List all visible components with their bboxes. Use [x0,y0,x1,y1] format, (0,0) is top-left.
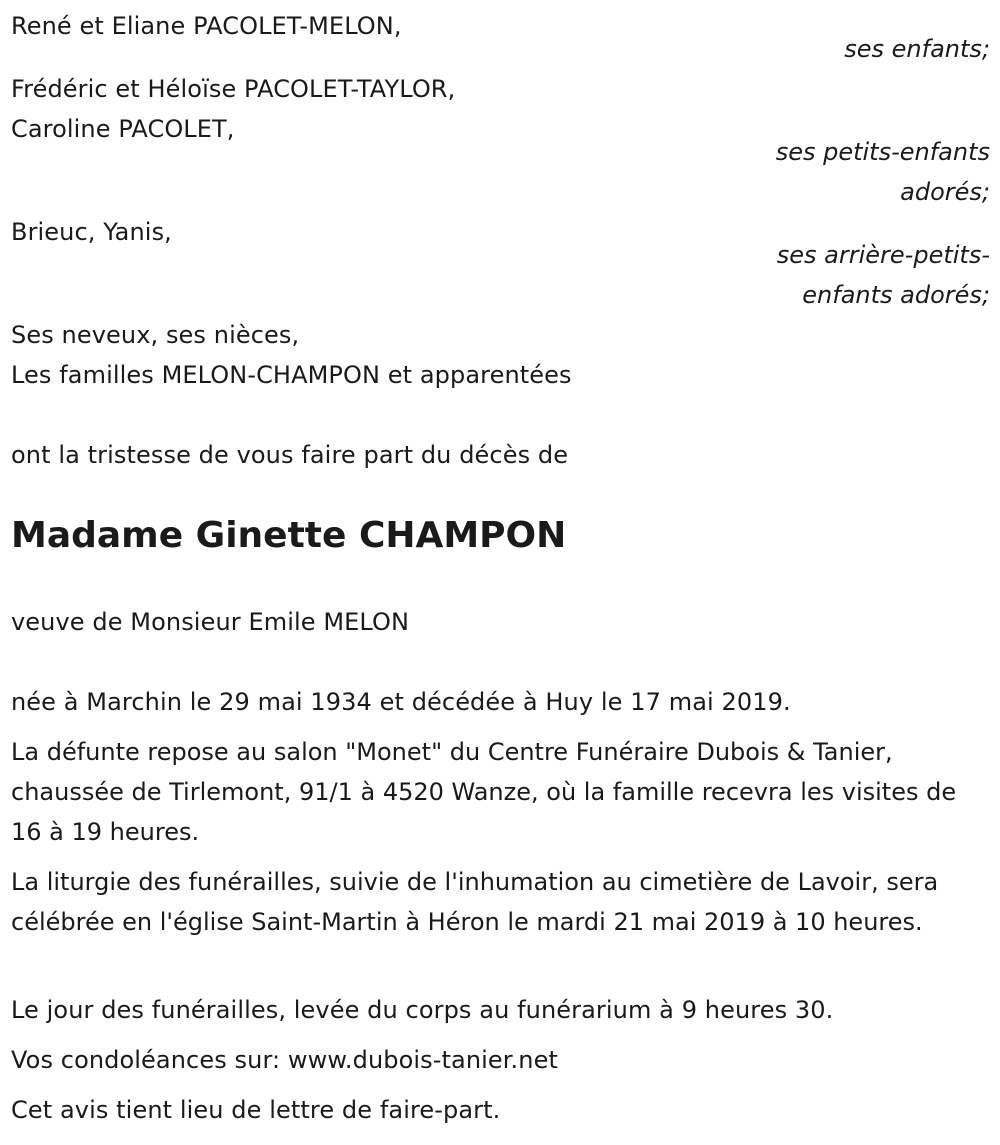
great-grandchildren-role-2: enfants adorés; [802,281,990,309]
announcement: ont la tristesse de vous faire part du décès de [11,441,569,469]
children-role: ses enfants; [844,35,990,63]
grandchildren-names-2: Caroline PACOLET, [11,115,235,143]
widow-of: veuve de Monsieur Emile MELON [11,608,410,636]
departure-details: Le jour des funérailles, levée du corps au funérarium à 9 heures 30. [11,996,834,1024]
notice-statement: Cet avis tient lieu de lettre de faire-part. [11,1096,501,1124]
liturgy-details: La liturgie des funérailles, suivie de l'inhumation au cimetière de Lavoir, sera célébrée en l'église Saint-Martin à Héron le mardi 21 mai 2019 à 10 heures. [11,868,939,936]
great-grandchildren-names: Brieuc, Yanis, [11,218,172,246]
great-grandchildren-role-1: ses arrière-petits- [776,241,990,269]
birth-death: née à Marchin le 29 mai 1934 et décédée à Huy le 17 mai 2019. [11,688,791,716]
nephews-nieces: Ses neveux, ses nièces, [11,321,300,349]
children-names: René et Eliane PACOLET-MELON, [11,12,402,40]
families: Les familles MELON-CHAMPON et apparentées [11,361,572,389]
grandchildren-role-1: ses petits-enfants [775,138,990,166]
grandchildren-names-1: Frédéric et Héloïse PACOLET-TAYLOR, [11,75,456,103]
grandchildren-role-2: adorés; [900,178,990,206]
viewing-details: La défunte repose au salon "Monet" du Centre Funéraire Dubois & Tanier, chaussée de Tirlemont, 91/1 à 4520 Wanze, où la famille recevra les visites de 16 à 19 heures. [11,738,957,846]
condolences: Vos condoléances sur: www.dubois-tanier.net [11,1046,558,1074]
deceased-name: Madame Ginette CHAMPON [11,515,567,556]
